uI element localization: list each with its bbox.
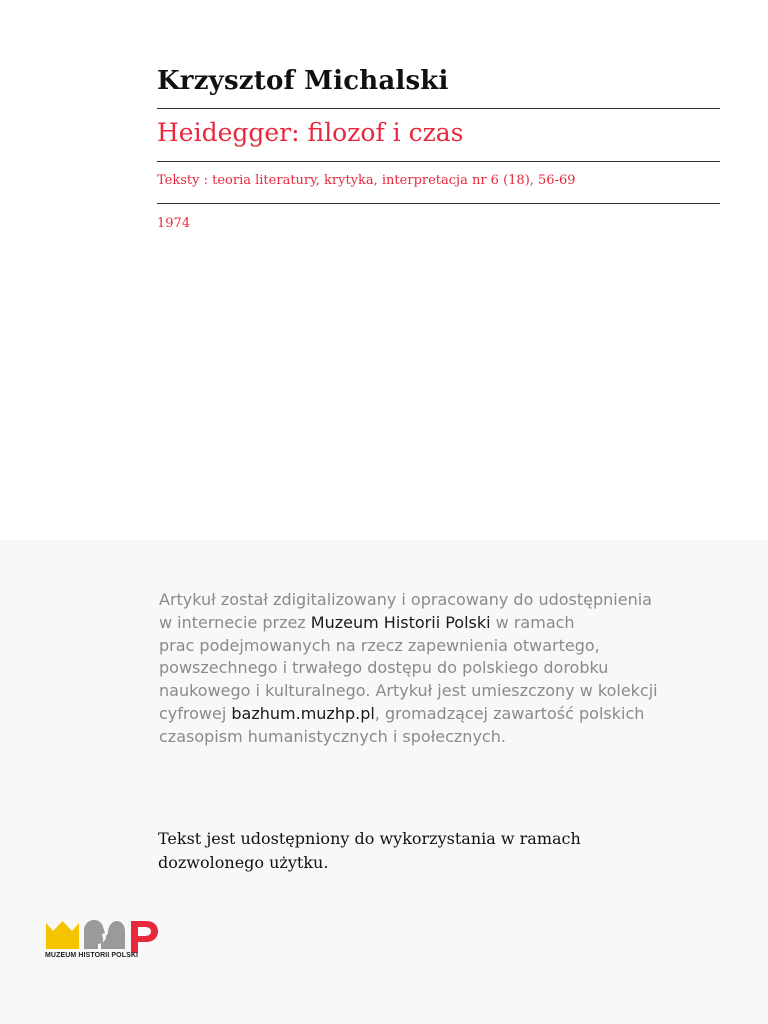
logo-p-mark [131, 921, 158, 953]
publication-year: 1974 [157, 216, 191, 231]
notice-text: w internecie przez [159, 612, 311, 632]
notice-line: naukowego i kulturalnego. Artykuł jest umieszczony w kolekcji [159, 681, 658, 701]
notice-text: , gromadzącej zawartość polskich [374, 703, 645, 723]
author-name: Krzysztof Michalski [157, 66, 449, 96]
notice-line [159, 703, 719, 726]
bazhum-link[interactable]: bazhum.muzhp.pl [231, 703, 375, 723]
usage-line: Tekst jest udostępniony do wykorzystania w ramach [158, 829, 581, 848]
notice-line: prac podejmowanych na rzecz zapewnienia otwartego, [159, 635, 600, 655]
digitization-notice [159, 589, 719, 749]
journal-citation: Teksty : teoria literatury, krytyka, interpretacja nr 6 (18), 56-69 [157, 173, 576, 188]
museum-link[interactable]: Muzeum Historii Polski [310, 612, 491, 632]
article-title: Heidegger: filozof i czas [157, 118, 464, 147]
logo-crown-mark [46, 921, 79, 949]
logo-caption: MUZEUM HISTORII POLSKI [45, 952, 139, 959]
notice-text: cyfrowej [159, 703, 232, 723]
notice-line: Artykuł został zdigitalizowany i opracowany do udostępnienia [159, 590, 652, 609]
divider [157, 161, 720, 162]
logo-heads-mark [101, 921, 125, 949]
notice-line: powszechnego i trwałego dostępu do polskiego dorobku [159, 658, 609, 678]
usage-notice [158, 827, 698, 874]
notice-text: w ramach [490, 612, 575, 632]
divider [157, 203, 720, 204]
usage-line: dozwolonego użytku. [158, 852, 329, 872]
divider [157, 108, 720, 109]
notice-line: czasopism humanistycznych i społecznych. [159, 726, 506, 746]
notice-line [159, 612, 719, 635]
museum-logo [45, 917, 165, 967]
